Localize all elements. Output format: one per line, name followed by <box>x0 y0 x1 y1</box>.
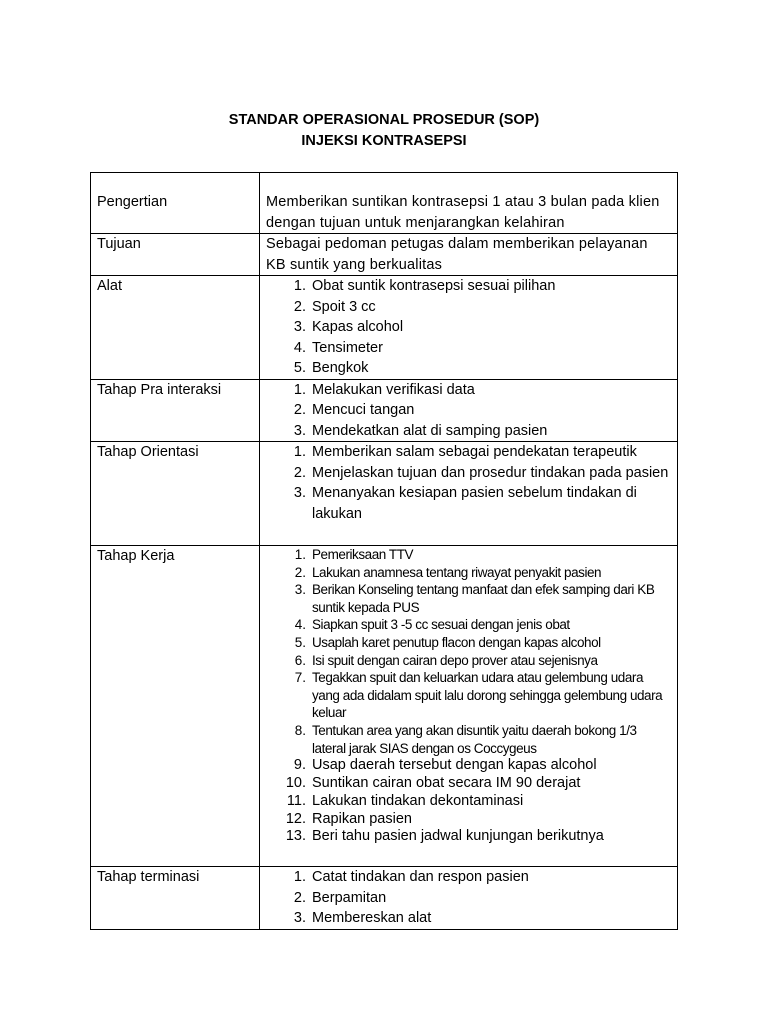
item-text: Usap daerah tersebut dengan kapas alcohol <box>312 757 597 774</box>
list-item <box>266 888 669 909</box>
list-item <box>266 546 669 564</box>
item-text: Lakukan tindakan dekontaminasi <box>312 792 524 809</box>
row-kerja <box>91 546 678 867</box>
item-text: Menjelaskan tujuan dan prosedur tindakan pada pasien <box>312 464 669 481</box>
item-number: 1. <box>293 444 306 460</box>
content-kerja <box>260 546 678 867</box>
item-number: 2. <box>293 464 306 481</box>
item-text: Tegakkan spuit dan keluarkan udara atau gelembung udara yang ada didalam spuit lalu dorong sehingga gelembung udara keluar <box>312 670 663 721</box>
item-text: Membereskan alat <box>312 910 432 926</box>
list-item <box>266 722 669 757</box>
item-number: 7. <box>294 670 306 686</box>
item-number: 5. <box>294 634 306 650</box>
list-item <box>266 669 669 722</box>
list-item <box>266 421 669 442</box>
item-text: Rapikan pasien <box>312 810 412 827</box>
label-kerja-text: Tahap Kerja <box>97 548 175 564</box>
list-item <box>266 276 669 297</box>
list-item <box>266 442 669 463</box>
content-alat <box>260 276 678 380</box>
item-text: Siapkan spuit 3 -5 cc sesuai dengan jenis obat <box>312 617 570 633</box>
content-orientasi <box>260 442 678 546</box>
row-alat <box>91 276 678 380</box>
row-pengertian <box>91 173 678 234</box>
alat-list <box>266 276 669 379</box>
label-kerja <box>91 546 260 867</box>
item-number: 1. <box>293 869 306 885</box>
item-text: Bengkok <box>312 360 369 376</box>
item-number: 3. <box>293 485 306 501</box>
item-number: 3. <box>293 319 306 335</box>
list-item <box>266 757 669 775</box>
list-item <box>266 297 669 318</box>
item-text: Catat tindakan dan respon pasien <box>312 869 529 885</box>
label-tujuan <box>91 234 260 276</box>
item-number: 1. <box>293 381 306 398</box>
item-number: 5. <box>293 360 306 376</box>
row-pra-interaksi <box>91 379 678 442</box>
list-item <box>266 634 669 652</box>
document-title: STANDAR OPERASIONAL PROSEDUR (SOP) <box>228 112 540 128</box>
item-number: 11. <box>286 792 306 809</box>
list-item <box>266 908 669 929</box>
item-text: Lakukan anamnesa tentang riwayat penyakit pasien <box>312 564 602 580</box>
row-orientasi <box>91 442 678 546</box>
item-number: 1. <box>293 278 306 294</box>
item-text: Melakukan verifikasi data <box>312 381 475 398</box>
list-item <box>266 867 669 888</box>
item-number: 6. <box>294 652 306 668</box>
list-item <box>266 380 669 401</box>
list-item <box>266 775 669 793</box>
document-subtitle: INJEKSI KONTRASEPSI <box>301 133 467 149</box>
kerja-list <box>266 546 669 846</box>
item-number: 2. <box>293 298 306 315</box>
item-text: Obat suntik kontrasepsi sesuai pilihan <box>312 278 556 294</box>
item-number: 12. <box>285 810 306 827</box>
list-item <box>266 338 669 359</box>
item-number: 3. <box>294 582 306 598</box>
item-text: Berikan Konseling tentang manfaat dan efek samping dari KB suntik kepada PUS <box>312 582 655 615</box>
row-tujuan <box>91 234 678 276</box>
item-text: Mendekatkan alat di samping pasien <box>312 422 548 439</box>
item-text: Mencuci tangan <box>312 402 415 418</box>
label-pra-interaksi <box>91 379 260 442</box>
terminasi-list <box>266 867 669 929</box>
item-number: 8. <box>294 722 306 738</box>
list-item <box>266 483 669 524</box>
label-terminasi <box>91 867 260 930</box>
pengertian-text: Memberikan suntikan kontrasepsi 1 atau 3 bulan pada klien dengan tujuan untuk menjarangkan kelahiran <box>266 194 660 231</box>
item-text: Memberikan salam sebagai pendekatan terapeutik <box>312 444 637 460</box>
item-text: Spoit 3 cc <box>312 298 376 315</box>
orientasi-list <box>266 442 669 524</box>
sop-table <box>90 172 678 930</box>
tujuan-text: Sebagai pedoman petugas dalam memberikan pelayanan KB suntik yang berkualitas <box>266 236 648 273</box>
item-number: 10. <box>285 774 306 791</box>
item-text: Kapas alcohol <box>312 319 404 335</box>
pra-interaksi-list <box>266 380 669 442</box>
item-number: 2. <box>293 402 306 418</box>
label-pra-interaksi-text: Tahap Pra interaksi <box>97 381 222 398</box>
item-number: 1. <box>294 547 306 562</box>
item-text: Pemeriksaan TTV <box>312 547 414 562</box>
list-item <box>266 463 669 484</box>
list-item <box>266 358 669 379</box>
item-number: 4. <box>293 339 306 356</box>
item-number: 2. <box>294 564 306 580</box>
label-orientasi <box>91 442 260 546</box>
item-text: Suntikan cairan obat secara IM 90 derajat <box>312 774 581 791</box>
item-text: Menanyakan kesiapan pasien sebelum tindakan di lakukan <box>312 485 637 522</box>
item-number: 9. <box>293 757 306 774</box>
label-orientasi-text: Tahap Orientasi <box>97 444 199 460</box>
list-item <box>266 564 669 582</box>
list-item <box>266 400 669 421</box>
item-text: Isi spuit dengan cairan depo prover atau sejenisnya <box>312 652 598 668</box>
content-tujuan <box>260 234 678 276</box>
list-item <box>266 581 669 616</box>
item-number: 4. <box>294 617 306 633</box>
label-alat-text: Alat <box>97 278 122 294</box>
label-pengertian-text: Pengertian <box>97 194 168 210</box>
list-item <box>266 828 669 846</box>
label-pengertian <box>91 173 260 234</box>
item-number: 13. <box>285 828 306 845</box>
content-terminasi <box>260 867 678 930</box>
item-text: Beri tahu pasien jadwal kunjungan berikutnya <box>312 828 604 845</box>
content-pengertian <box>260 173 678 234</box>
item-number: 3. <box>293 910 306 926</box>
item-number: 2. <box>293 889 306 906</box>
list-item <box>266 793 669 811</box>
label-alat <box>91 276 260 380</box>
label-tujuan-text: Tujuan <box>97 236 141 252</box>
list-item <box>266 317 669 338</box>
content-pra-interaksi <box>260 379 678 442</box>
label-terminasi-text: Tahap terminasi <box>97 869 200 885</box>
list-item <box>266 811 669 829</box>
row-terminasi <box>91 867 678 930</box>
item-text: Tensimeter <box>312 339 383 356</box>
list-item <box>266 616 669 634</box>
list-item <box>266 652 669 670</box>
item-text: Usaplah karet penutup flacon dengan kapas alcohol <box>312 634 601 650</box>
item-text: Berpamitan <box>312 889 387 906</box>
item-number: 3. <box>293 422 306 439</box>
item-text: Tentukan area yang akan disuntik yaitu daerah bokong 1/3 lateral jarak SIAS dengan os Coccygeus <box>312 722 637 756</box>
